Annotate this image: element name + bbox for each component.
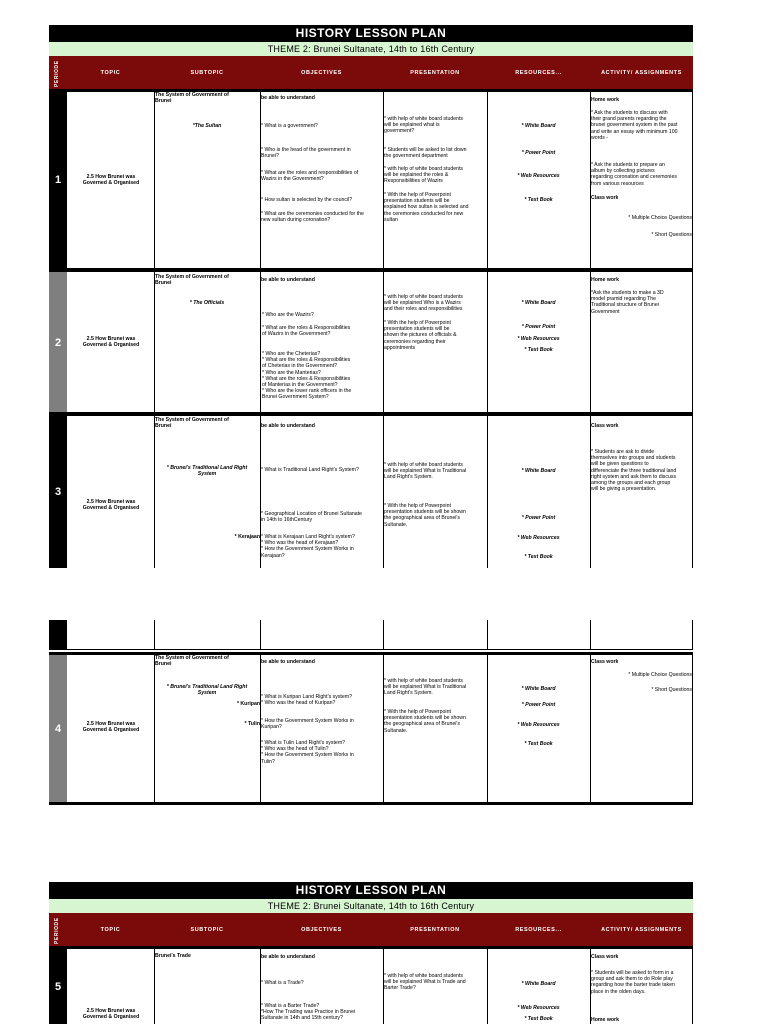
subtopic-item: *The Sultan bbox=[192, 123, 222, 129]
objective: * How the Government System Works in Kuripan? bbox=[261, 718, 354, 731]
header-periode: PERIODE bbox=[54, 60, 60, 87]
resource-item: * Power Point bbox=[521, 515, 556, 521]
subtopic-heading: The System of Government of Brunei bbox=[155, 92, 229, 105]
objective: * What is Traditional Land Right's System? bbox=[261, 467, 359, 473]
resource-item: * Text Book bbox=[524, 1016, 553, 1022]
subtopic-heading: The System of Government of Brunei bbox=[155, 417, 229, 430]
subtopic-item: * Brunei's Traditional Land Right System bbox=[166, 684, 248, 697]
subtopic-heading: The System of Government of Brunei bbox=[155, 274, 229, 287]
objective: * What are the ceremonies conducted for the new sultan during coronation? bbox=[261, 211, 364, 224]
resource-item: * White Board bbox=[521, 686, 556, 692]
period-number: 5 bbox=[49, 949, 67, 1024]
resource-item: * White Board bbox=[521, 300, 556, 306]
presentation-text: * Students will be asked to list down the government department bbox=[384, 147, 467, 160]
objective: * What are the roles and responsibilities of Wazirs in the Government? bbox=[261, 170, 359, 183]
resource-item: * Web Resources bbox=[517, 722, 560, 728]
objective: * Who are the Cheterias? * What are the roles & Responsibilities of Cheterias in the Government? * Who are the Manterias? * What are the roles & Responsibilities of Manterias in the Government? * Who are the lower rank officers in the Brunei Government System? bbox=[262, 351, 352, 401]
activity-text: * Short Questions bbox=[651, 232, 692, 238]
header-subtopic: SUBTOPIC bbox=[190, 70, 224, 76]
activity-heading: Class work bbox=[591, 954, 619, 960]
resource-item: * Power Point bbox=[521, 324, 556, 330]
presentation-text: * With the help of Powerpoint presentation students will be shown the geographical area of Brunei's Sultanate. bbox=[384, 709, 466, 734]
activity-heading: Home work bbox=[591, 1017, 619, 1023]
objective: * How sultan is selected by the council? bbox=[261, 197, 353, 203]
page-title: HISTORY LESSON PLAN bbox=[49, 25, 693, 42]
resource-item: * Power Point bbox=[521, 150, 556, 156]
activity-heading: Class work bbox=[591, 423, 619, 429]
lesson-row-3 bbox=[49, 412, 693, 568]
resource-item: * Web Resources bbox=[517, 173, 560, 179]
activity-heading: Class work bbox=[591, 659, 619, 665]
activity-text: *Ask the students to make a 3D model pramid regarding The Traditional structure of Brunei Government bbox=[591, 290, 664, 315]
header-presentation: PRESENTATION bbox=[410, 927, 460, 933]
topic-text: 2.5 How Brunei was Governed & Organised bbox=[82, 336, 140, 349]
resource-item: * White Board bbox=[521, 123, 556, 129]
lesson-row-2 bbox=[49, 269, 693, 416]
objectives-heading: be able to understand bbox=[261, 954, 315, 960]
resource-item: * Power Point bbox=[521, 702, 556, 708]
header-resources: RESOURCES... bbox=[515, 927, 562, 933]
activity-heading: Home work bbox=[591, 277, 619, 283]
header-topic: TOPIC bbox=[100, 70, 121, 76]
header-subtopic: SUBTOPIC bbox=[190, 927, 224, 933]
header-presentation: PRESENTATION bbox=[410, 70, 460, 76]
subtopic-item: * The Officials bbox=[189, 300, 225, 306]
subtopic-heading: The System of Government of Brunei bbox=[155, 655, 229, 668]
subtopic-item: * Brunei's Traditional Land Right System bbox=[166, 465, 248, 478]
subtopic-heading: Brunei's Trade bbox=[155, 953, 191, 959]
theme-banner: THEME 2: Brunei Sultanate, 14th to 16th Century bbox=[49, 42, 693, 56]
table-header bbox=[49, 913, 693, 948]
topic-text: 2.5 How Brunei was Governed & Organised bbox=[82, 174, 140, 187]
presentation-text: * with help of white board students will be explained What is Traditional Land Right's System. bbox=[384, 678, 467, 697]
header-topic: TOPIC bbox=[100, 927, 121, 933]
objectives-heading: be able to understand bbox=[261, 95, 315, 101]
objective: * What is Kerajaan Land Right's system? * Who was the head of Kerajaan? * How the Government System Works in Kerajaan? bbox=[261, 534, 355, 559]
resource-item: * Text Book bbox=[524, 347, 553, 353]
resource-item: * White Board bbox=[521, 981, 556, 987]
table-header bbox=[49, 56, 693, 91]
presentation-text: * With the help of Powerpoint presentation students will be shown the geographical area of Brunei's Sultanate. bbox=[384, 503, 466, 528]
page-continuation-row bbox=[49, 620, 693, 650]
topic-text: 2.5 How Brunei was Governed & Organised bbox=[82, 1008, 140, 1021]
objective: * What is a Barter Trade? *How The Trading was Practice in Brunei Sultanate in 14th and 15th century? bbox=[261, 1003, 356, 1022]
presentation-text: * with help of white board students will be explained what is government? bbox=[384, 116, 464, 135]
subtopic-item: * Tulin bbox=[244, 721, 260, 727]
activity-text: * Ask the students to discuss with their grand parents regarding the brunei government system in the past and write an essay with minimum 100 words - bbox=[591, 110, 678, 141]
presentation-text: * With the help of Powerpoint presentation students will be shown the pictures of officials & ceremonies regarding their appointments bbox=[384, 320, 457, 351]
header-activity: ACTIVITY/ ASSIGNMENTS bbox=[601, 927, 682, 933]
activity-text: * Short Questions bbox=[651, 687, 692, 693]
activity-text: * Students will be asked to form in a group and ask them to do Role play regarding how the barter trade taken place in the olden days. bbox=[591, 970, 675, 995]
topic-text: 2.5 How Brunei was Governed & Organised bbox=[82, 499, 140, 512]
objective: * What are the roles & Responsibilities of Wazirs in the Government? bbox=[262, 325, 351, 338]
period-number: 3 bbox=[49, 415, 67, 568]
objectives-heading: be able to understand bbox=[261, 659, 315, 665]
period-number: 4 bbox=[49, 655, 67, 802]
objective: * Who is the head of the government in Brunei? bbox=[261, 147, 351, 160]
resource-item: * Web Resources bbox=[517, 535, 560, 541]
activity-heading: Class work bbox=[591, 195, 619, 201]
resource-item: * Text Book bbox=[524, 197, 553, 203]
objective: * What is a Trade? bbox=[261, 980, 304, 986]
lesson-row-5 bbox=[49, 946, 693, 1024]
presentation-text: * with help of white board students will be explained What is Traditional Land Right's System. bbox=[384, 462, 467, 481]
header-activity: ACTIVITY/ ASSIGNMENTS bbox=[601, 70, 682, 76]
objective: * What is a government? bbox=[261, 123, 318, 129]
presentation-text: * With the help of Powerpoint presentation students will be explained how sultan is selected and the ceremonies conducted for new sultan bbox=[384, 192, 469, 223]
period-number: 2 bbox=[49, 272, 67, 413]
activity-text: * Ask the students to prepare an album by collecting pictures regarding coronation and ceremonies from various resources bbox=[591, 162, 677, 187]
header-objectives: OBJECTIVES bbox=[301, 927, 342, 933]
objective: * Who are the Wazirs? bbox=[262, 312, 314, 318]
activity-text: * Multiple Choice Questions bbox=[628, 672, 692, 678]
resource-item: * Web Resources bbox=[517, 336, 560, 342]
lesson-row-4 bbox=[49, 652, 693, 805]
objectives-heading: be able to understand bbox=[261, 277, 315, 283]
subtopic-item: * Kuripan bbox=[236, 701, 260, 707]
objective: * What is Tulin Land Right's system? * Who was the head of Tulin? * How the Government System Works in Tulin? bbox=[261, 740, 354, 765]
theme-banner: THEME 2: Brunei Sultanate, 14th to 16th Century bbox=[49, 899, 693, 913]
topic-text: 2.5 How Brunei was Governed & Organised bbox=[82, 721, 140, 734]
lesson-row-1 bbox=[49, 89, 693, 271]
presentation-text: * with help of white board students will be explained Who is a Wazirs and their roles and responsibilities bbox=[384, 294, 464, 313]
page-title: HISTORY LESSON PLAN bbox=[49, 882, 693, 899]
header-periode: PERIODE bbox=[54, 917, 60, 944]
resource-item: * White Board bbox=[521, 468, 556, 474]
presentation-text: * with help of white board students will be explained What is Trade and Barter Trade? bbox=[384, 973, 466, 992]
objectives-heading: be able to understand bbox=[261, 423, 315, 429]
activity-text: * Students are ask to divide themselves into groups and students will be given questions to differenciate the three traditional land right system and ask them to discuss among the groups and each group will be giving a presentation. bbox=[591, 449, 677, 493]
header-objectives: OBJECTIVES bbox=[301, 70, 342, 76]
resource-item: * Web Resources bbox=[517, 1005, 560, 1011]
activity-text: * Multiple Choice Questions bbox=[628, 215, 692, 221]
resource-item: * Text Book bbox=[524, 741, 553, 747]
presentation-text: * with help of white board students will be explained the roles & Responsibilities of Wazirs bbox=[384, 166, 464, 185]
period-number: 1 bbox=[49, 92, 67, 268]
header-resources: RESOURCES... bbox=[515, 70, 562, 76]
resource-item: * Text Book bbox=[524, 554, 553, 560]
objective: * What is Kuripan Land Right's system? * Who was the head of Kuripan? bbox=[261, 694, 352, 707]
activity-heading: Home work bbox=[591, 97, 619, 103]
objective: * Geographical Location of Brunei Sultanate in 14th to 16thCentury bbox=[261, 511, 362, 524]
subtopic-item: * Kerajaan bbox=[234, 534, 260, 540]
